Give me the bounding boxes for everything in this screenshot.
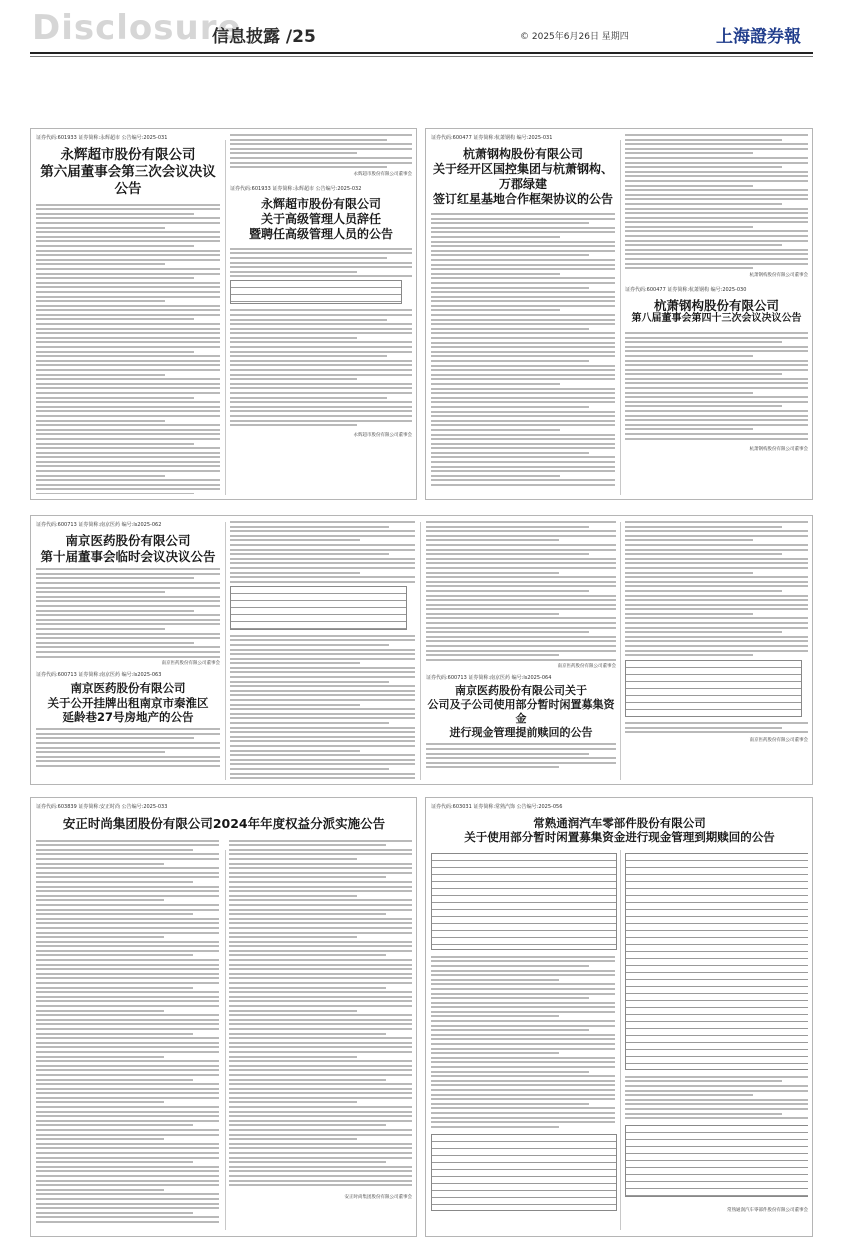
announcement-meta: 证券代码:601933 证券简称:永辉超市 公告编号:2025-032 (230, 185, 362, 192)
announcement-body-continued (426, 521, 616, 661)
announcement-body (426, 743, 616, 768)
announcement-body-continued (625, 134, 808, 269)
announcement-njyy-cash-management-body (625, 521, 808, 781)
announcement-meta: 证券代码:600713 证券简称:南京医药 编号:ls2025-064 (426, 675, 552, 682)
announcement-body-continued (625, 521, 808, 656)
data-table (431, 853, 617, 950)
masthead-rule (30, 52, 813, 54)
data-table (230, 280, 402, 304)
announcement-body (230, 248, 412, 278)
announcement-title: 南京医药股份有限公司关于 公司及子公司使用部分暂时闲置募集资金 进行现金管理提前赎回的公告 (427, 684, 615, 739)
announcement-meta: 证券代码:600713 证券简称:南京医药 编号:ls2025-062 (36, 522, 162, 528)
announcement-title: 永辉超市股份有限公司 第六届董事会第三次会议决议公告 (40, 147, 216, 197)
newspaper-logo: 上海證券報 (716, 27, 801, 47)
data-table (431, 1134, 617, 1211)
announcement-title: 常熟通润汽车零部件股份有限公司 关于使用部分暂时闲置募集资金进行现金管理到期赎回的公告 (464, 816, 775, 845)
brand-word: Disclosure (32, 8, 242, 48)
announcement-signature: 安正时尚集团股份有限公司董事会 (344, 1195, 412, 1201)
announcement-body (625, 332, 808, 440)
announcement-hangxiao-framework (431, 134, 615, 494)
announcement-hangxiao-board (625, 134, 808, 494)
announcement-title: 杭萧钢构股份有限公司 第八届董事会第四十三次会议决议公告 (631, 297, 802, 325)
announcement-meta: 证券代码:603031 证券简称:常熟汽饰 公告编号:2025-056 (431, 804, 563, 810)
announcement-title: 永辉超市股份有限公司 关于高级管理人员辞任 暨聘任高级管理人员的公告 (248, 196, 393, 241)
announcement-columns (431, 853, 808, 1213)
announcement-signature: 南京医药股份有限公司董事会 (557, 664, 616, 670)
masthead-rule-thin (30, 56, 813, 57)
column-divider (620, 522, 621, 780)
announcement-body (625, 722, 808, 733)
announcement-body (625, 853, 809, 1213)
announcement-signature: 南京医药股份有限公司董事会 (161, 661, 220, 667)
announcement-columns (36, 840, 412, 1226)
announcement-body (230, 635, 415, 779)
announcement-signature: 杭萧钢构股份有限公司董事会 (749, 272, 808, 278)
announcement-meta: 证券代码:600477 证券简称:杭萧钢构 编号:2025-031 (431, 135, 553, 141)
data-table (625, 1125, 809, 1197)
issue-date: © 2025年6月26日 星期四 (520, 32, 629, 42)
announcement-signature: 常熟通润汽车零部件股份有限公司董事会 (727, 1208, 808, 1214)
announcement-title: 安正时尚集团股份有限公司2024年年度权益分派实施公告 (62, 816, 386, 831)
announcement-njyy-cash-management (426, 521, 616, 781)
masthead (0, 0, 843, 70)
announcement-meta: 证券代码:601933 证券简称:永辉超市 公告编号:2025-031 (36, 135, 168, 141)
data-table (625, 660, 802, 717)
announcement-meta: 证券代码:600477 证券简称:杭萧钢构 编号:2025-030 (625, 286, 747, 293)
data-table (625, 853, 809, 1070)
announcement-signature: 永辉超市股份有限公司董事会 (353, 433, 412, 439)
announcement-body (431, 213, 615, 486)
announcement-signature: 杭萧钢构股份有限公司董事会 (749, 446, 808, 452)
announcement-body (36, 568, 220, 657)
announcement-body (230, 309, 412, 426)
announcement-yonghui-board (36, 134, 220, 494)
announcement-signature: 南京医药股份有限公司董事会 (749, 738, 808, 744)
announcement-title: 南京医药股份有限公司 第十届董事会临时会议决议公告 (40, 533, 216, 564)
data-table (230, 586, 407, 630)
column-divider (420, 522, 421, 780)
announcement-meta: 证券代码:600713 证券简称:南京医药 编号:ls2025-063 (36, 672, 162, 679)
column-divider (225, 140, 226, 495)
announcement-anzheng-dividend (36, 803, 412, 1233)
announcement-changshu-redemption (431, 803, 808, 1233)
announcement-body-continued (230, 134, 412, 168)
column-divider (620, 140, 621, 495)
announcement-body (229, 840, 412, 1226)
column-divider (225, 522, 226, 780)
announcement-yonghui-executives (230, 134, 412, 494)
announcement-body-continued (230, 521, 415, 583)
announcement-njyy-board (36, 521, 220, 781)
announcement-njyy-lease-body (230, 521, 415, 781)
announcement-body (36, 728, 220, 767)
announcement-meta: 证券代码:603839 证券简称:安正时尚 公告编号:2025-033 (36, 804, 168, 810)
section-title: 信息披露 /25 (212, 27, 316, 47)
announcement-body (431, 853, 615, 1213)
announcement-title: 杭萧钢构股份有限公司 关于经开区国控集团与杭萧钢构、万郡绿建 签订红星基地合作框架协议的公告 (432, 147, 613, 206)
announcement-body (36, 840, 219, 1226)
announcement-title: 南京医药股份有限公司 关于公开挂牌出租南京市秦淮区 延龄巷27号房地产的公告 (47, 681, 209, 724)
announcement-body (36, 204, 220, 494)
announcement-signature: 永辉超市股份有限公司董事会 (353, 171, 412, 177)
